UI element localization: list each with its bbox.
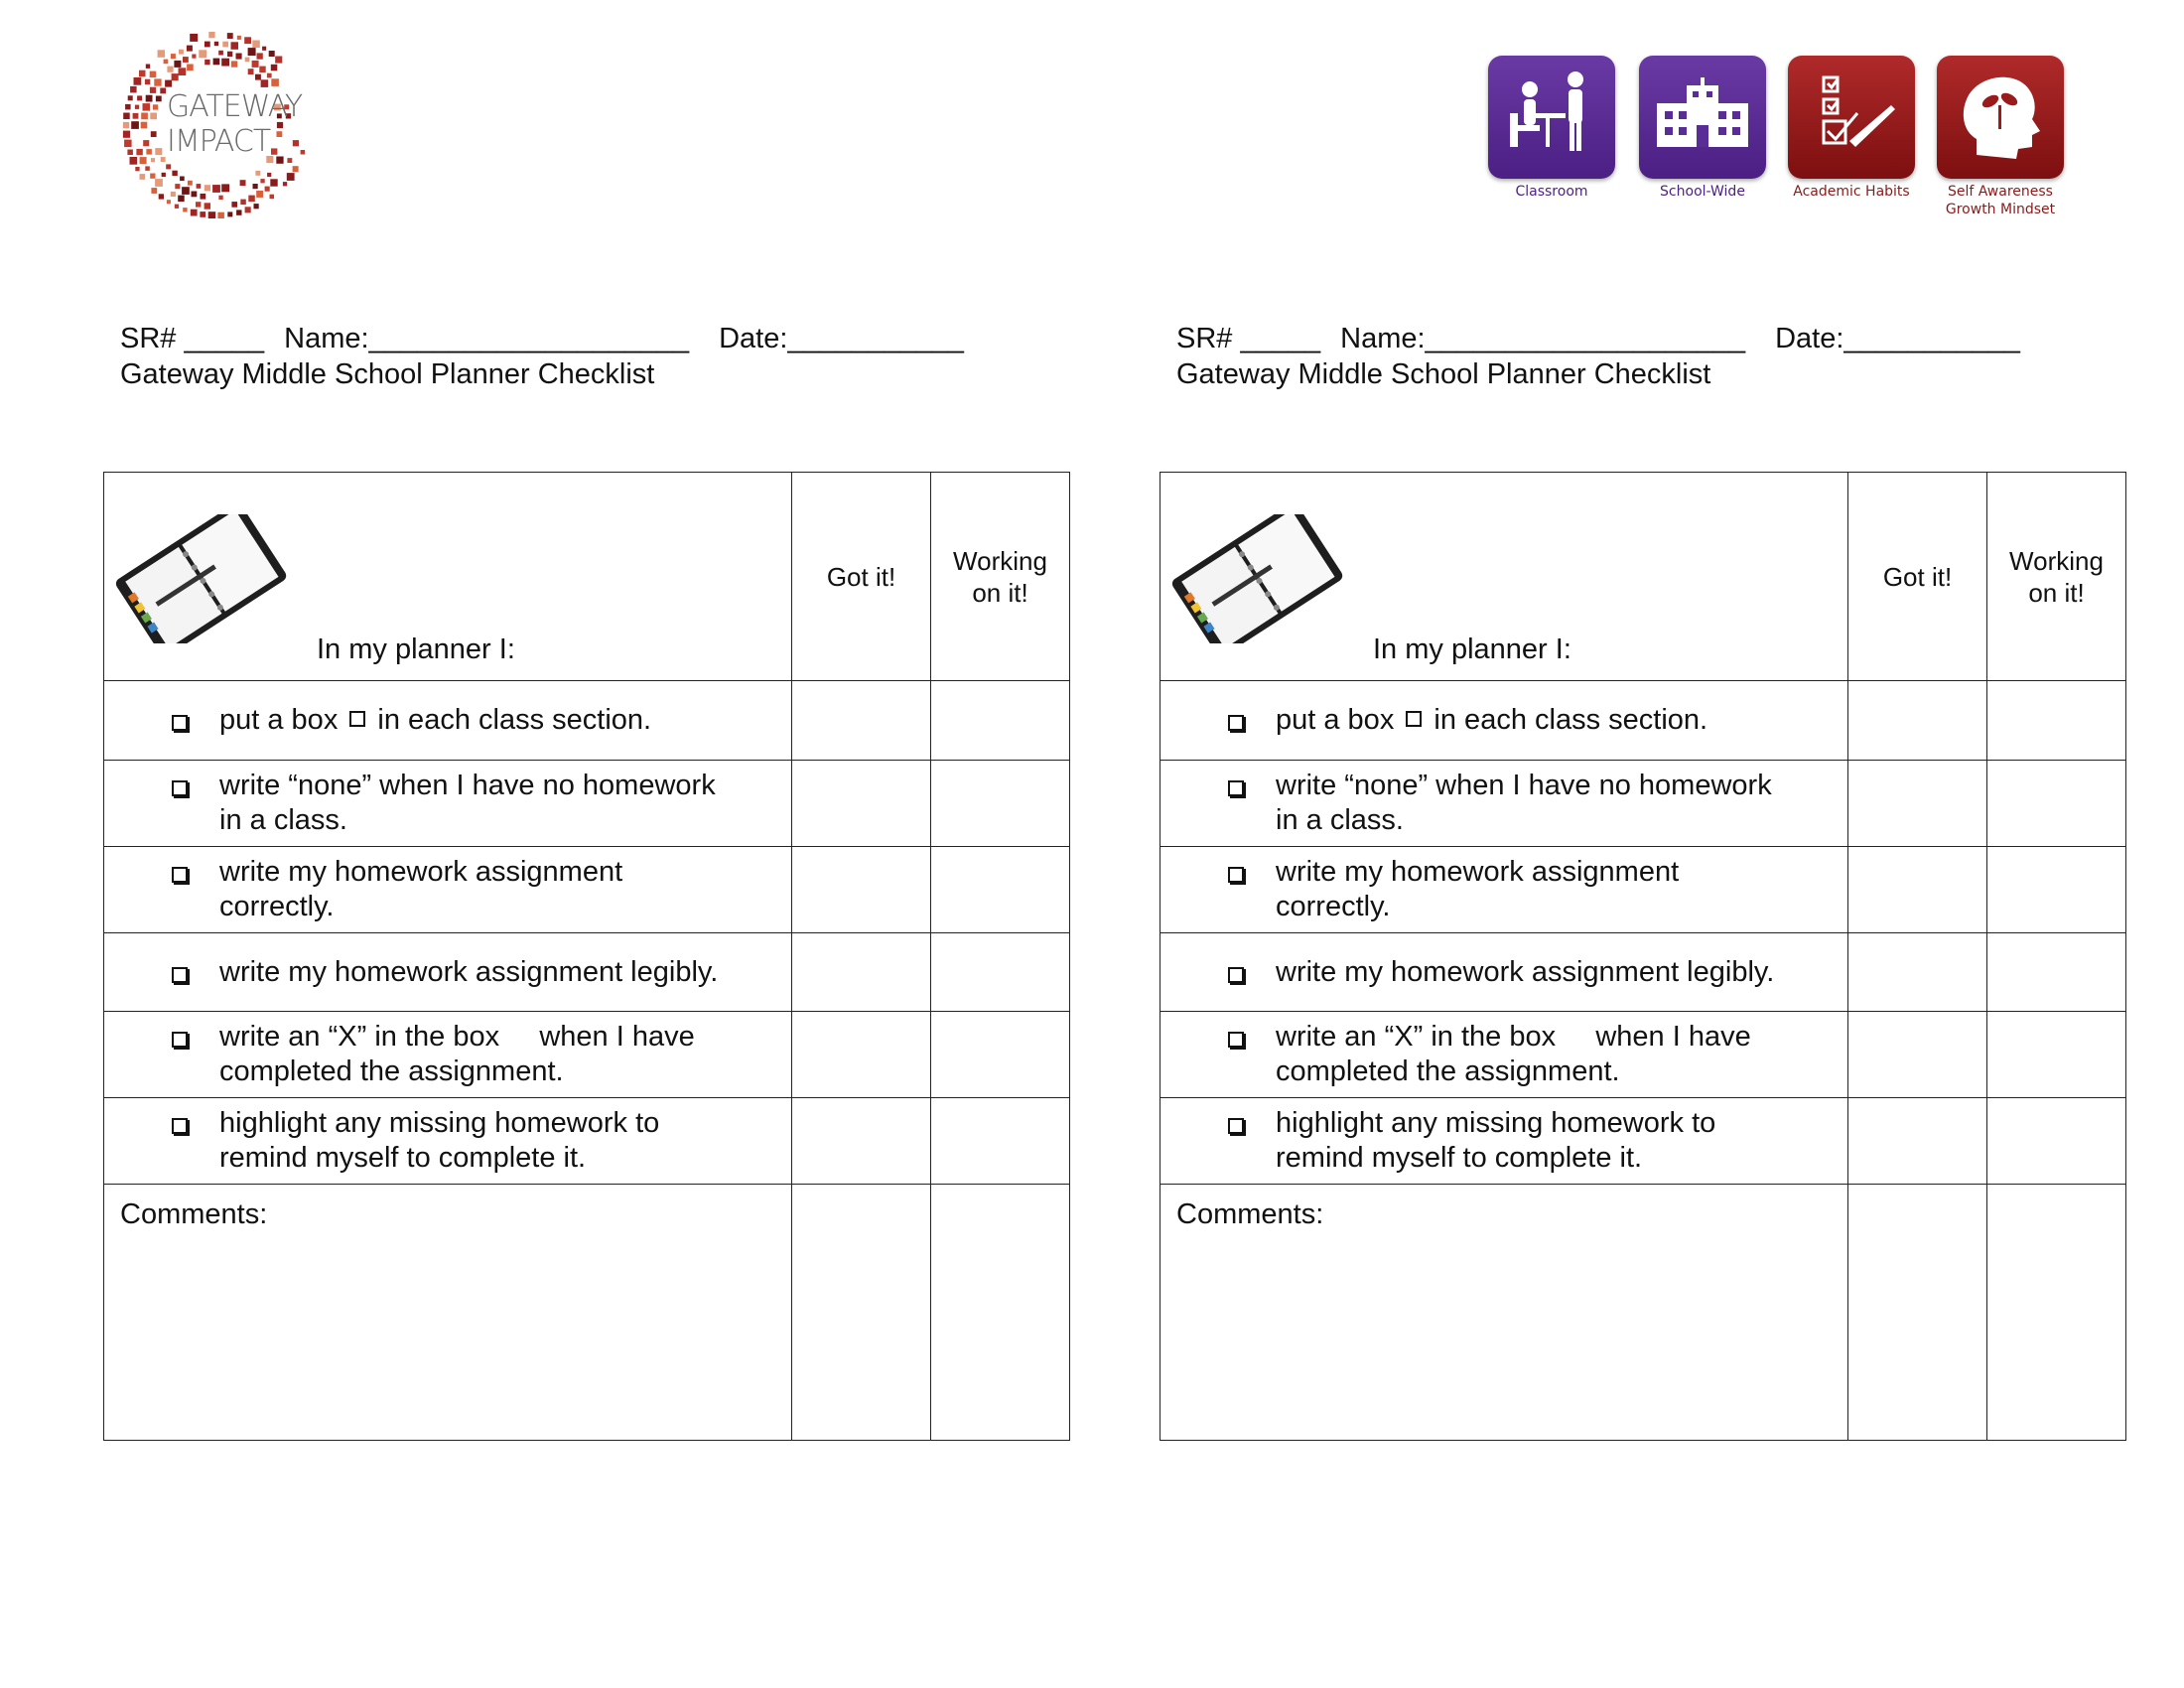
- checkbox-bullet-icon[interactable]: [172, 1032, 188, 1048]
- checklist-row: [104, 1012, 1070, 1098]
- item-text: write “none” when I have no homework: [219, 770, 716, 801]
- checkbox-bullet-icon[interactable]: [172, 780, 188, 796]
- name-field[interactable]: Name:____________________: [284, 323, 690, 354]
- comments-row: [1160, 1185, 2126, 1441]
- working-cell[interactable]: [931, 681, 1070, 761]
- checklist-table: [103, 472, 1070, 1441]
- working-cell[interactable]: [1987, 1185, 2126, 1441]
- got-it-cell[interactable]: [1848, 847, 1987, 933]
- got-it-cell[interactable]: [1848, 761, 1987, 847]
- working-cell[interactable]: [1987, 681, 2126, 761]
- checklist-title: Gateway Middle School Planner Checklist: [120, 358, 655, 390]
- category-label-line1: Self Awareness: [1948, 184, 2053, 200]
- comments-cell[interactable]: [104, 1185, 792, 1441]
- table-header-row: [1160, 473, 2126, 681]
- checkbox-bullet-icon[interactable]: [172, 867, 188, 883]
- checklist-row: [1160, 1098, 2126, 1185]
- planner-notebook-icon: [1162, 514, 1351, 643]
- comments-cell[interactable]: [1160, 1185, 1848, 1441]
- category-label-self-awareness: [1936, 183, 2065, 218]
- header-fields: [120, 323, 984, 355]
- checklist-pen-icon: [1788, 56, 1915, 179]
- working-cell[interactable]: [1987, 847, 2126, 933]
- head-sprout-icon: [1937, 56, 2064, 179]
- working-cell[interactable]: [931, 1098, 1070, 1185]
- got-it-cell[interactable]: [792, 933, 931, 1012]
- sr-field[interactable]: SR# _____: [1176, 323, 1321, 354]
- got-it-cell[interactable]: [792, 1098, 931, 1185]
- got-it-cell[interactable]: [1848, 933, 1987, 1012]
- item-text: in each class section.: [1426, 704, 1708, 736]
- table-header-row: [104, 473, 1070, 681]
- category-label-classroom: Classroom: [1515, 184, 1588, 200]
- item-text: write “none” when I have no homework: [1276, 770, 1772, 801]
- item-text: completed the assignment.: [1276, 1055, 1620, 1087]
- col-working-line1: Working: [2009, 545, 2104, 576]
- category-academic-habits: [1787, 56, 1916, 201]
- item-text: write an “X” in the box when I have: [219, 1021, 695, 1053]
- item-text: put a box: [219, 704, 346, 736]
- small-box-icon: [1406, 711, 1422, 727]
- checklist-row: [104, 847, 1070, 933]
- header-fields: [1176, 323, 2040, 355]
- item-text: remind myself to complete it.: [1276, 1142, 1643, 1174]
- working-cell[interactable]: [1987, 761, 2126, 847]
- col-working-line1: Working: [953, 545, 1047, 576]
- category-label-line2: Growth Mindset: [1945, 202, 2056, 217]
- item-text: completed the assignment.: [219, 1055, 564, 1087]
- header-item-cell: [1160, 473, 1848, 681]
- item-text: write my homework assignment: [219, 856, 623, 888]
- item-text: correctly.: [1276, 891, 1391, 922]
- checklist-row: [104, 933, 1070, 1012]
- col-working-on-it: [1987, 473, 2126, 681]
- classroom-icon: [1488, 56, 1615, 179]
- checkbox-bullet-icon[interactable]: [1228, 967, 1244, 983]
- planner-notebook-icon: [106, 514, 295, 643]
- checklist-row: [1160, 681, 2126, 761]
- checklist-table: [1160, 472, 2126, 1441]
- item-text: in a class.: [219, 804, 347, 836]
- working-cell[interactable]: [931, 933, 1070, 1012]
- working-cell[interactable]: [931, 847, 1070, 933]
- small-box-icon: [349, 711, 365, 727]
- comments-label: Comments:: [120, 1198, 268, 1230]
- category-self-awareness: [1936, 56, 2065, 218]
- item-text: put a box: [1276, 704, 1403, 736]
- item-text: in each class section.: [369, 704, 652, 736]
- category-label-academic-habits: Academic Habits: [1793, 184, 1910, 200]
- date-field[interactable]: Date:___________: [719, 323, 964, 354]
- header-item-cell: [104, 473, 792, 681]
- got-it-cell[interactable]: [792, 847, 931, 933]
- school-building-icon: [1639, 56, 1766, 179]
- col-working-line2: on it!: [2028, 577, 2085, 608]
- col-working-on-it: [931, 473, 1070, 681]
- working-cell[interactable]: [931, 761, 1070, 847]
- date-field[interactable]: Date:___________: [1775, 323, 2020, 354]
- category-school-wide: [1638, 56, 1767, 201]
- checkbox-bullet-icon[interactable]: [1228, 867, 1244, 883]
- checklist-row: [1160, 1012, 2126, 1098]
- category-label-school-wide: School-Wide: [1660, 184, 1745, 200]
- checklist-row: [104, 761, 1070, 847]
- checklist-row: [1160, 933, 2126, 1012]
- item-text: correctly.: [219, 891, 335, 922]
- item-text: in a class.: [1276, 804, 1404, 836]
- working-cell[interactable]: [1987, 1098, 2126, 1185]
- item-text: write my homework assignment legibly.: [1276, 955, 1775, 988]
- checklist-row: [104, 1098, 1070, 1185]
- comments-row: [104, 1185, 1070, 1441]
- planner-intro: In my planner I:: [1373, 633, 1571, 665]
- checkbox-bullet-icon[interactable]: [172, 1118, 188, 1134]
- got-it-cell[interactable]: [792, 1185, 931, 1441]
- item-text: remind myself to complete it.: [219, 1142, 587, 1174]
- gateway-impact-logo: [117, 30, 326, 218]
- item-text: highlight any missing homework to: [219, 1107, 660, 1139]
- logo-text-impact: IMPACT: [167, 124, 271, 159]
- col-working-line2: on it!: [972, 577, 1028, 608]
- col-got-it: Got it!: [1848, 473, 1987, 681]
- planner-intro: In my planner I:: [317, 633, 515, 665]
- working-cell[interactable]: [1987, 933, 2126, 1012]
- item-text: highlight any missing homework to: [1276, 1107, 1716, 1139]
- checklist-row: [1160, 847, 2126, 933]
- checklist-row: [104, 681, 1070, 761]
- checkbox-bullet-icon[interactable]: [1228, 715, 1244, 731]
- checkbox-bullet-icon[interactable]: [172, 715, 188, 731]
- working-cell[interactable]: [931, 1012, 1070, 1098]
- item-text: write an “X” in the box when I have: [1276, 1021, 1751, 1053]
- checkbox-bullet-icon[interactable]: [1228, 1118, 1244, 1134]
- name-field[interactable]: Name:____________________: [1340, 323, 1746, 354]
- got-it-cell[interactable]: [1848, 1098, 1987, 1185]
- col-got-it: Got it!: [792, 473, 931, 681]
- got-it-cell[interactable]: [1848, 681, 1987, 761]
- category-classroom: [1487, 56, 1616, 201]
- got-it-cell[interactable]: [792, 1012, 931, 1098]
- checklist-title: Gateway Middle School Planner Checklist: [1176, 358, 1711, 390]
- got-it-cell[interactable]: [792, 761, 931, 847]
- logo-text-gateway: GATEWAY: [167, 89, 303, 124]
- item-text: write my homework assignment: [1276, 856, 1680, 888]
- item-text: write my homework assignment legibly.: [219, 955, 719, 988]
- sr-field[interactable]: SR# _____: [120, 323, 265, 354]
- got-it-cell[interactable]: [792, 681, 931, 761]
- checkbox-bullet-icon[interactable]: [1228, 780, 1244, 796]
- checkbox-bullet-icon[interactable]: [172, 967, 188, 983]
- got-it-cell[interactable]: [1848, 1185, 1987, 1441]
- checkbox-bullet-icon[interactable]: [1228, 1032, 1244, 1048]
- comments-label: Comments:: [1176, 1198, 1324, 1230]
- working-cell[interactable]: [1987, 1012, 2126, 1098]
- got-it-cell[interactable]: [1848, 1012, 1987, 1098]
- working-cell[interactable]: [931, 1185, 1070, 1441]
- checklist-row: [1160, 761, 2126, 847]
